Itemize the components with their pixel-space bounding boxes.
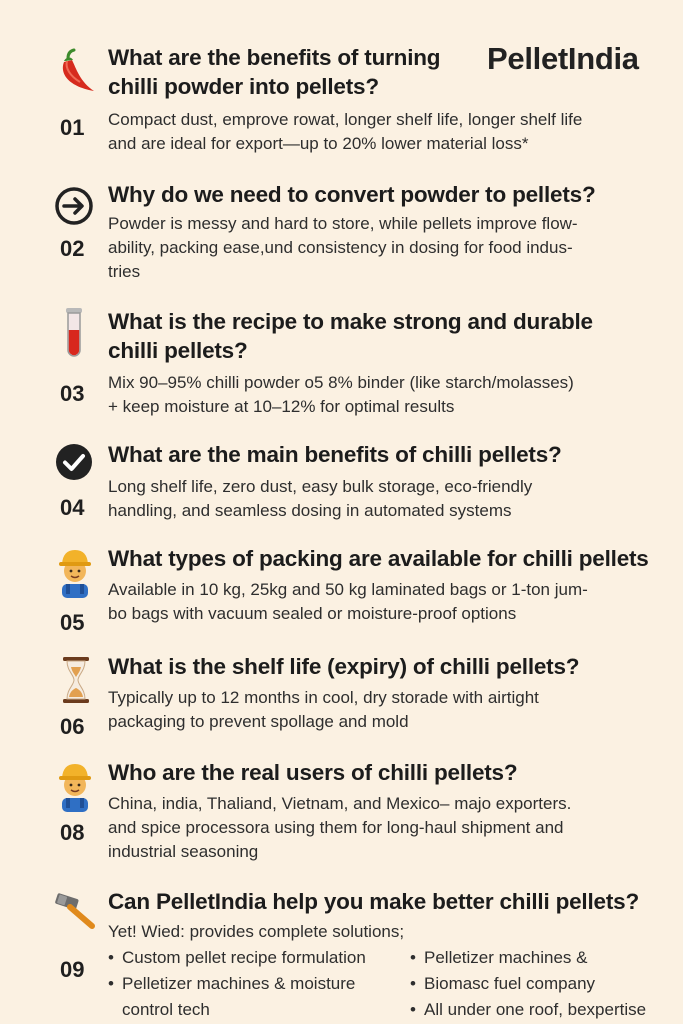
faq-answer-line: Yet! Wied: provides complete solutions; (108, 922, 405, 941)
faq-answer-line: tries (108, 262, 141, 281)
bullet-item: • Pelletizer machines & (410, 945, 668, 971)
faq-question (108, 887, 639, 916)
faq-answer-line: ability, packing ease,und consistency in dosing for food indus- (108, 238, 573, 257)
faq-question-line: What are the main benefits of chilli pellets? (108, 442, 562, 467)
faq-number: 02 (60, 236, 85, 261)
faq-question (108, 652, 579, 681)
bullet-item: • All under one roof, bexpertise (410, 997, 668, 1023)
bullet-item-continuation: control tech (122, 1000, 210, 1019)
faq-question (108, 43, 440, 101)
faq-answer-line: Compact dust, emprove rowat, longer shelf life, longer shelf life (108, 110, 583, 129)
faq-question-line: Can PelletIndia help you make better chilli pellets? (108, 889, 639, 914)
construction-worker-icon (54, 760, 96, 812)
faq-number: 03 (60, 381, 85, 406)
bullet-item: • Pelletizer machines & moisture (108, 971, 408, 997)
faq-answer-line: and are ideal for export—up to 20% lower material loss* (108, 134, 529, 153)
faq-question (108, 307, 593, 365)
faq-question (108, 180, 596, 209)
faq-number: 08 (60, 820, 85, 845)
check-circle-icon (54, 442, 94, 482)
faq-answer (108, 475, 532, 523)
faq-answer-line: China, india, Thaliand, Vietnam, and Mexico– majo exporters. (108, 794, 572, 813)
faq-question (108, 758, 517, 787)
bullet-list (108, 945, 668, 1024)
brand-logo: PelletIndia (487, 41, 639, 76)
faq-question-line: chilli powder into pellets? (108, 74, 379, 99)
faq-answer (108, 686, 539, 734)
faq-answer (108, 108, 582, 156)
faq-answer (108, 578, 588, 626)
faq-question-line: chilli pellets? (108, 338, 248, 363)
faq-answer-line: and spice processora using them for long-haul shipment and (108, 818, 564, 837)
bullet-item: • Biomasc fuel company (410, 971, 668, 997)
faq-answer (108, 212, 578, 284)
faq-question (108, 544, 649, 573)
arrow-circle-icon (54, 186, 94, 226)
faq-answer-line: packaging to prevent spollage and mold (108, 712, 409, 731)
faq-number: 01 (60, 115, 85, 140)
faq-number: 06 (60, 714, 85, 739)
faq-number: 04 (60, 495, 85, 520)
faq-question-line: Why do we need to convert powder to pellets? (108, 182, 596, 207)
faq-answer (108, 920, 404, 944)
hourglass-icon (60, 655, 92, 705)
construction-worker-icon (54, 546, 96, 598)
test-tube-icon (58, 306, 90, 360)
faq-answer-line: industrial seasoning (108, 842, 259, 861)
faq-answer-line: + keep moisture at 10–12% for optimal results (108, 397, 455, 416)
faq-answer (108, 792, 571, 864)
faq-question-line: What is the shelf life (expiry) of chilli pellets? (108, 654, 580, 679)
faq-number: 09 (60, 957, 85, 982)
bullet-item: • Custom pellet recipe formulation (108, 945, 408, 971)
faq-answer-line: bo bags with vacuum sealed or moisture-proof options (108, 604, 517, 623)
faq-answer-line: Powder is messy and hard to store, while pellets improve flow- (108, 214, 578, 233)
faq-answer-line: Available in 10 kg, 25kg and 50 kg laminated bags or 1-ton jum- (108, 580, 588, 599)
hammer-icon (52, 890, 98, 930)
faq-answer-line: handling, and seamless dosing in automated systems (108, 501, 512, 520)
faq-answer-line: Long shelf life, zero dust, easy bulk storage, eco-friendly (108, 477, 533, 496)
faq-answer (108, 371, 574, 419)
faq-question-line: What types of packing are available for chilli pellets (108, 546, 649, 571)
faq-question (108, 440, 562, 469)
bullet-column-right (410, 945, 668, 1023)
faq-question-line: What is the recipe to make strong and durable (108, 309, 593, 334)
faq-question-line: Who are the real users of chilli pellets? (108, 760, 518, 785)
faq-question-line: What are the benefits of turning (108, 45, 441, 70)
faq-number: 05 (60, 610, 85, 635)
faq-answer-line: Mix 90–95% chilli powder o5 8% binder (like starch/molasses) (108, 373, 574, 392)
chili-pepper-icon (50, 46, 100, 96)
bullet-column-left (108, 945, 408, 1023)
faq-answer-line: Typically up to 12 months in cool, dry storade with airtight (108, 688, 539, 707)
